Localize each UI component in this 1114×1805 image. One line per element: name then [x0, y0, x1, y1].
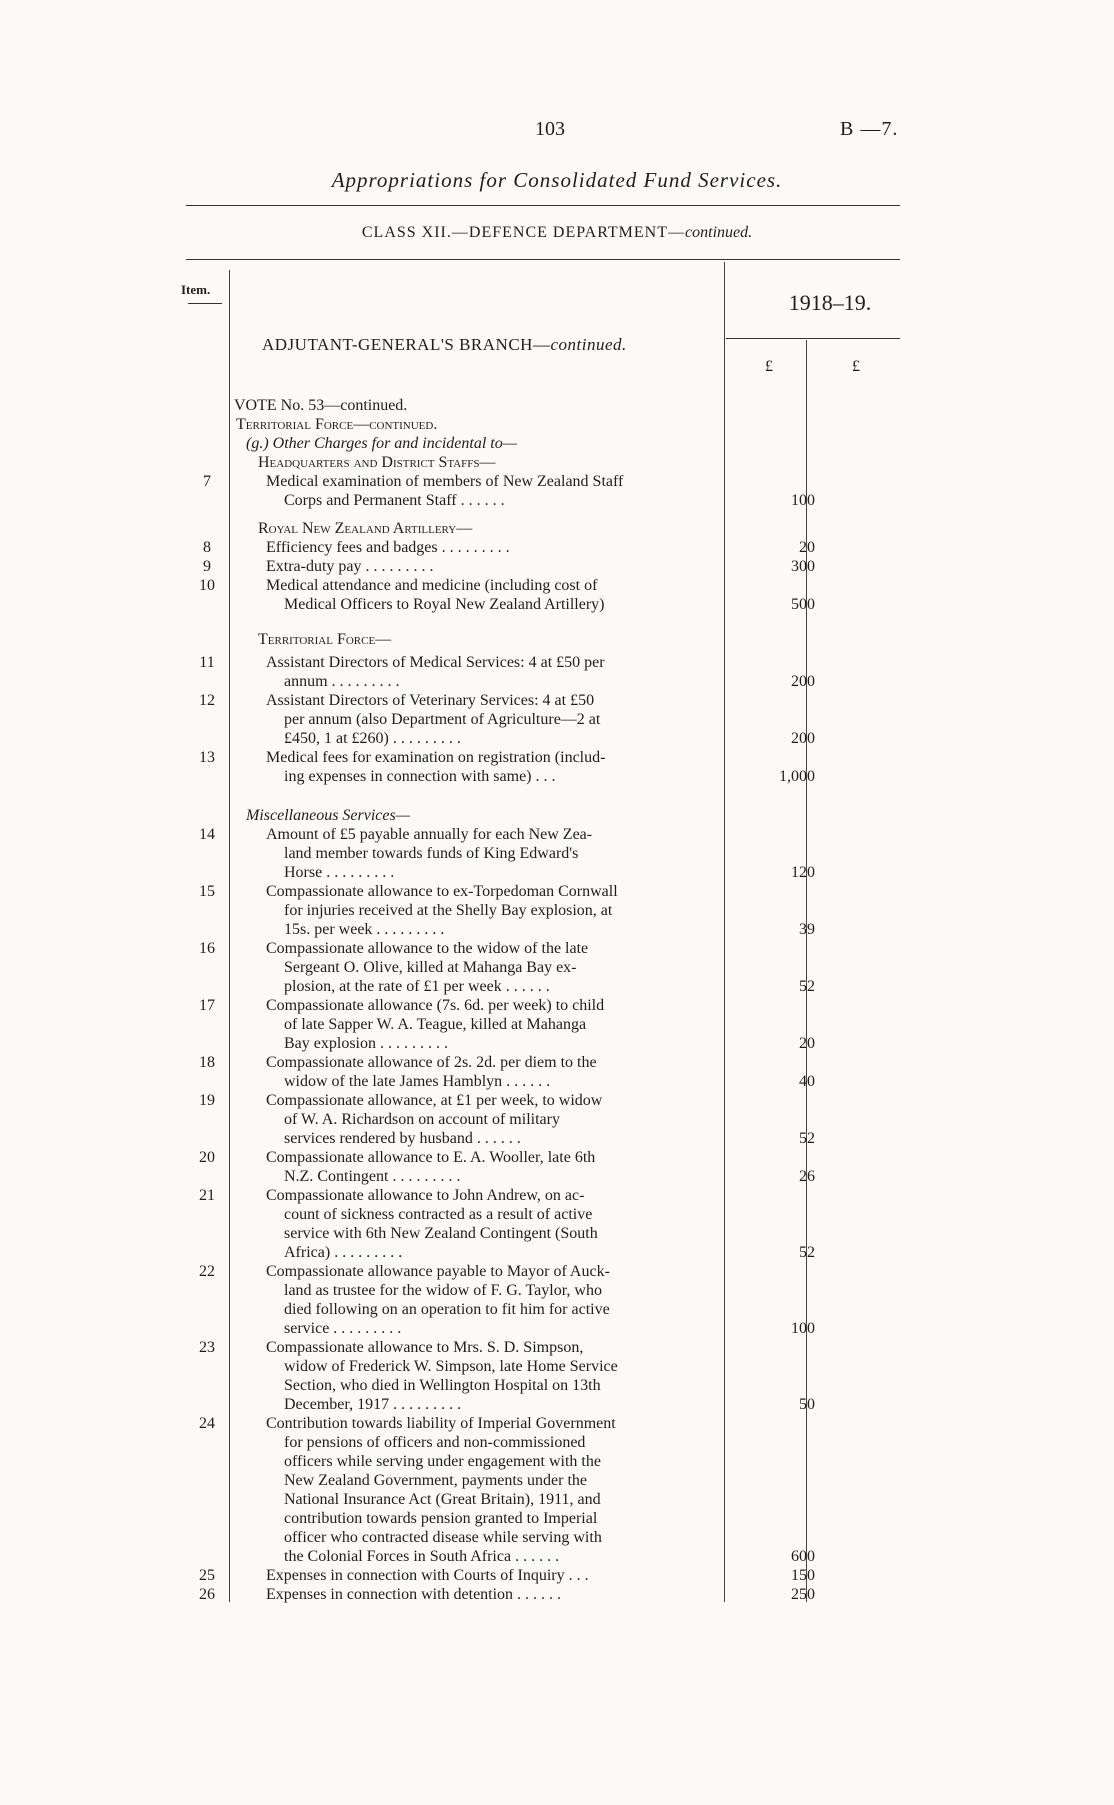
page-title: Appropriations for Consolidated Fund Services.	[331, 168, 783, 192]
item-amount: 250	[791, 1586, 815, 1603]
item-number: 19	[199, 1092, 215, 1109]
item-description: count of sickness contracted as a result of active	[284, 1206, 593, 1223]
item-description: Medical examination of members of New Zealand Staff	[266, 473, 624, 490]
item-description: Territorial Force—	[258, 631, 392, 648]
item-description: land as trustee for the widow of F. G. Taylor, who	[284, 1282, 602, 1299]
currency-header-2: £	[852, 358, 860, 375]
item-number: 14	[199, 826, 215, 843]
item-description: for pensions of officers and non-commissioned	[284, 1434, 586, 1451]
item-header-underline	[188, 303, 222, 304]
item-amount: 20	[799, 1035, 815, 1052]
item-description: Compassionate allowance of 2s. 2d. per diem to the	[266, 1054, 597, 1071]
item-column-header: Item.	[181, 282, 211, 297]
item-description: Expenses in connection with detention . . . . . .	[266, 1586, 562, 1603]
item-description: contribution towards pension granted to Imperial	[284, 1510, 598, 1527]
item-number: 17	[199, 997, 215, 1014]
item-number: 20	[199, 1149, 215, 1166]
item-amount: 600	[791, 1548, 815, 1565]
item-amount: 50	[799, 1396, 815, 1413]
class-heading: CLASS XII.—DEFENCE DEPARTMENT—continued.	[361, 224, 753, 241]
item-description: per annum (also Department of Agriculture—2 at	[284, 711, 601, 728]
item-description: Assistant Directors of Veterinary Services: 4 at £50	[266, 692, 595, 709]
item-description: Royal New Zealand Artillery—	[258, 520, 473, 537]
item-description: Extra-duty pay . . . . . . . . .	[266, 558, 434, 575]
item-description: Corps and Permanent Staff . . . . . .	[284, 492, 505, 509]
class-rule	[186, 259, 900, 260]
item-description: Sergeant O. Olive, killed at Mahanga Bay ex-	[284, 959, 577, 976]
item-description: £450, 1 at £260) . . . . . . . . .	[284, 730, 461, 747]
item-number: 24	[199, 1415, 215, 1432]
item-amount: 100	[791, 1320, 815, 1337]
item-number: 9	[203, 558, 211, 575]
branch-heading: ADJUTANT-GENERAL'S BRANCH—continued.	[262, 335, 627, 354]
item-description: annum . . . . . . . . .	[284, 673, 400, 690]
item-description: 15s. per week . . . . . . . . .	[284, 921, 445, 938]
item-amount: 200	[791, 730, 815, 747]
item-description: died following on an operation to fit him for active	[284, 1301, 610, 1318]
item-amount: 40	[799, 1073, 815, 1090]
item-amount: 200	[791, 673, 815, 690]
item-description: National Insurance Act (Great Britain), 1911, and	[284, 1491, 601, 1508]
item-number: 12	[199, 692, 215, 709]
item-amount: 26	[799, 1168, 815, 1185]
year-header: 1918–19.	[788, 290, 872, 315]
parliamentary-paper-ref: B —7.	[840, 118, 899, 140]
item-description: Headquarters and District Staffs—	[258, 454, 496, 471]
item-description: of W. A. Richardson on account of military	[284, 1111, 560, 1128]
item-description: Compassionate allowance to ex-Torpedoman Cornwall	[266, 883, 618, 900]
item-description: Compassionate allowance to Mrs. S. D. Simpson,	[266, 1339, 584, 1356]
item-description: Assistant Directors of Medical Services: 4 at £50 per	[266, 654, 605, 671]
item-description: Compassionate allowance to the widow of the late	[266, 940, 589, 957]
item-description: Compassionate allowance (7s. 6d. per week) to child	[266, 997, 605, 1014]
item-description: Section, who died in Wellington Hospital on 13th	[284, 1377, 601, 1394]
item-number: 26	[199, 1586, 215, 1603]
item-amount: 500	[791, 596, 815, 613]
item-amount: 20	[799, 539, 815, 556]
item-description: widow of Frederick W. Simpson, late Home Service	[284, 1358, 618, 1375]
item-number: 8	[203, 539, 211, 556]
item-description: for injuries received at the Shelly Bay explosion, at	[284, 902, 613, 919]
item-number: 16	[199, 940, 215, 957]
year-rule	[726, 338, 900, 339]
item-description: ing expenses in connection with same) . . .	[284, 768, 556, 785]
item-description: N.Z. Contingent . . . . . . . . .	[284, 1168, 461, 1185]
item-description: of late Sapper W. A. Teague, killed at Mahanga	[284, 1016, 587, 1033]
item-description: services rendered by husband . . . . . .	[284, 1130, 521, 1147]
item-number: 7	[203, 473, 211, 490]
item-description: service with 6th New Zealand Contingent (South	[284, 1225, 598, 1242]
item-description: New Zealand Government, payments under the	[284, 1472, 588, 1489]
item-description: the Colonial Forces in South Africa . . . . . .	[284, 1548, 560, 1565]
item-description: Compassionate allowance, at £1 per week, to widow	[266, 1092, 603, 1109]
item-number: 25	[199, 1567, 215, 1584]
item-amount: 100	[791, 492, 815, 509]
item-amount: 300	[791, 558, 815, 575]
item-number: 22	[199, 1263, 215, 1280]
item-description: Expenses in connection with Courts of Inquiry . . .	[266, 1567, 589, 1584]
item-number: 10	[199, 577, 215, 594]
item-description: service . . . . . . . . .	[284, 1320, 402, 1337]
item-column-divider	[229, 270, 230, 1602]
item-description: (g.) Other Charges for and incidental to—	[246, 435, 517, 452]
item-description: Horse . . . . . . . . .	[284, 864, 395, 881]
item-description: Medical fees for examination on registration (includ-	[266, 749, 606, 766]
item-description: Compassionate allowance to E. A. Wooller, late 6th	[266, 1149, 596, 1166]
currency-header-1: £	[765, 358, 773, 375]
item-description: plosion, at the rate of £1 per week . . . . . .	[284, 978, 550, 995]
item-description: Africa) . . . . . . . . .	[284, 1244, 403, 1261]
item-description: Territorial Force—continued.	[236, 416, 438, 433]
item-description: Medical attendance and medicine (including cost of	[266, 577, 598, 594]
item-description: officer who contracted disease while serving with	[284, 1529, 602, 1546]
item-number: 23	[199, 1339, 215, 1356]
item-description: Contribution towards liability of Imperial Government	[266, 1415, 616, 1432]
item-amount: 52	[799, 1244, 815, 1261]
item-description: officers while serving under engagement with the	[284, 1453, 601, 1470]
item-amount: 52	[799, 1130, 815, 1147]
item-number: 13	[199, 749, 215, 766]
item-description: land member towards funds of King Edward's	[284, 845, 579, 862]
item-number: 11	[199, 654, 215, 671]
item-amount: 39	[799, 921, 815, 938]
item-description: VOTE No. 53—continued.	[234, 397, 408, 414]
item-description: Miscellaneous Services—	[246, 807, 410, 824]
item-amount: 52	[799, 978, 815, 995]
item-number: 18	[199, 1054, 215, 1071]
item-description: December, 1917 . . . . . . . . .	[284, 1396, 462, 1413]
item-description: Compassionate allowance payable to Mayor of Auck-	[266, 1263, 610, 1280]
item-amount: 150	[791, 1567, 815, 1584]
item-description: Efficiency fees and badges . . . . . . . . .	[266, 539, 510, 556]
item-amount: 1,000	[779, 768, 815, 785]
item-number: 15	[199, 883, 215, 900]
page-number: 103	[535, 118, 565, 140]
item-description: widow of the late James Hamblyn . . . . . .	[284, 1073, 551, 1090]
item-description: Amount of £5 payable annually for each New Zea-	[266, 826, 593, 843]
item-description: Compassionate allowance to John Andrew, on ac-	[266, 1187, 585, 1204]
text-column-divider	[724, 262, 725, 1602]
item-description: Medical Officers to Royal New Zealand Artillery)	[284, 596, 605, 613]
item-amount: 120	[791, 864, 815, 881]
item-description: Bay explosion . . . . . . . . .	[284, 1035, 448, 1052]
title-rule	[186, 205, 900, 206]
item-number: 21	[199, 1187, 215, 1204]
